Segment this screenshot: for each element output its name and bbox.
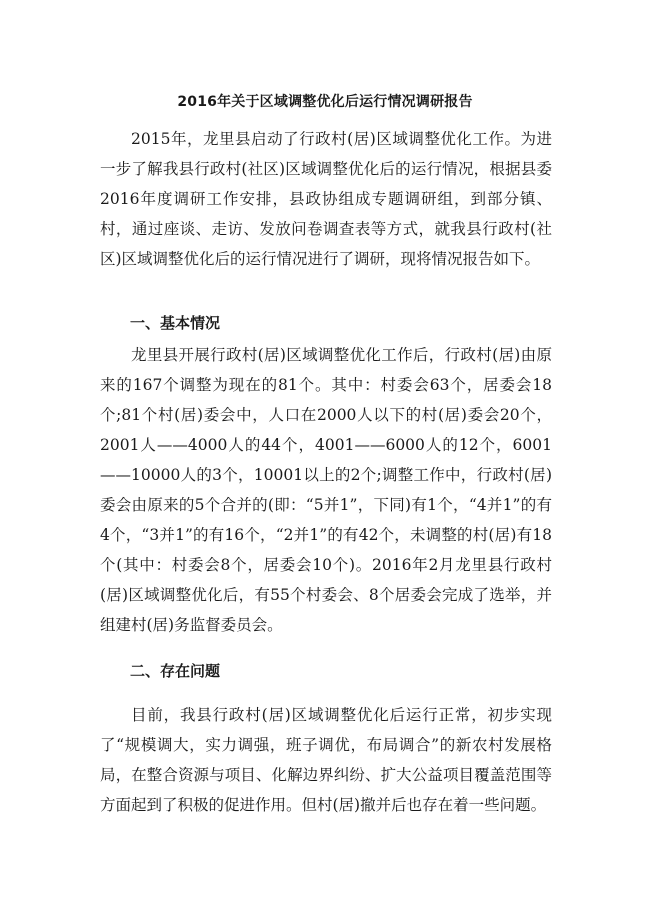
basic-section xyxy=(100,340,552,640)
section-basic-heading-block xyxy=(100,308,552,338)
problems-paragraph: 目前，我县行政村(居)区域调整优化后运行正常，初步实现了“规模调大，实力调强，班子调优，布局调合”的新农村发展格局，在整合资源与项目、化解边界纠纷、扩大公益项目覆盖范围等方面起到了积极的促进作用。但村(居)撤并后也存在着一些问题。 xyxy=(100,706,552,814)
intro-section xyxy=(100,124,552,274)
document-title: 2016年关于区域调整优化后运行情况调研报告 xyxy=(177,94,473,110)
problems-section xyxy=(100,700,552,820)
basic-situation-paragraph: 龙里县开展行政村(居)区域调整优化工作后，行政村(居)由原来的167个调整为现在的81个。其中：村委会63个，居委会18个;81个村(居)委会中，人口在2000人以下的村(居)委会20个，2001人——4000人的44个，4001——6000人的12个，6001——10000人的3个，10001以上的2个;调整工作中，行政村(居)委会由原来的5个合并的(即：“5并1”，下同)有1个，“4并1”的有4个，“3并1”的有16个，“2并1”的有42个，未调整的村(居)有18个(其中：村委会8个，居委会10个)。2016年2月龙里县行政村(居)区域调整优化后，有55个村委会、8个居委会完成了选举，并组建村(居)务监督委员会。 xyxy=(100,346,552,634)
intro-paragraph: 2015年，龙里县启动了行政村(居)区域调整优化工作。为进一步了解我县行政村(社区)区域调整优化后的运行情况，根据县委2016年度调研工作安排，县政协组成专题调研组，到部分镇、村，通过座谈、走访、发放问卷调查表等方式，就我县行政村(社区)区域调整优化后的运行情况进行了调研，现将情况报告如下。 xyxy=(100,130,552,268)
section-heading-basic: 一、基本情况 xyxy=(130,314,221,332)
section-problems-heading-block xyxy=(100,656,552,686)
section-heading-problems: 二、存在问题 xyxy=(130,662,221,680)
